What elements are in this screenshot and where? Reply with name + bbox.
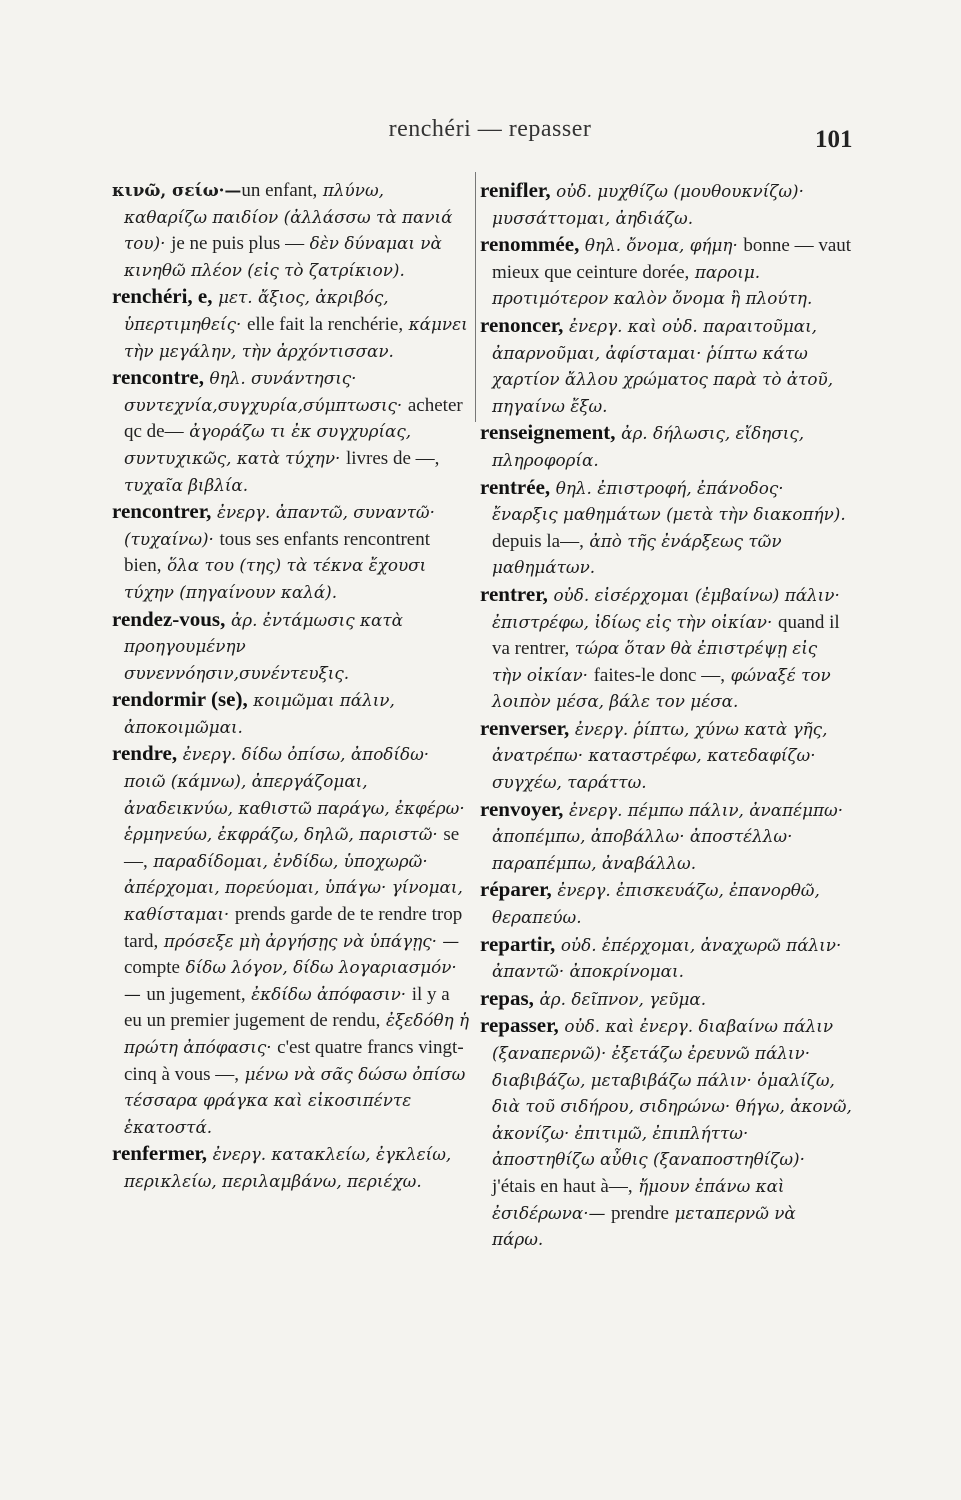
page-number: 101 [815,126,853,153]
headword: renvoyer, [480,796,564,821]
headword: rendez-vous, [112,606,226,631]
entry-repartir: repartir, οὐδ. ἐπέρχομαι, ἀναχωρῶ πάλιν· ἀπαντῶ· ἀποκρίνομαι. [480,931,842,982]
entry-reparer: réparer, ἐνεργ. ἐπισκευάζω, ἐπανορθῶ, θεραπεύω. [480,877,820,928]
column-divider [475,172,476,422]
entry-renifler: renifler, οὐδ. μυχθίζω (μουθουκνίζω)· μυσσάττομαι, ἀηδιάζω. [480,178,804,228]
headword: renoncer, [480,312,564,337]
entry-renfermer: renfermer, ἐνεργ. κατακλείω, ἐγκλείω, περικλείω, περιλαμβάνω, περιέχω. [112,1141,452,1191]
headword: rencontre, [112,365,204,390]
entry-renseignement: renseignement, ἀρ. δήλωσις, εἴδησις, πληροφορία. [480,420,805,470]
headword: réparer, [480,877,552,902]
headword: rendre, [112,741,178,766]
entry-repasser: repasser, οὐδ. καὶ ἐνεργ. διαβαίνω πάλιν (ξαναπερνῶ)· ἐξετάζω ἐρευνῶ πάλιν· διαβιβάζω, μεταβιβάζω πάλιν· ὁμαλίζω, διὰ τοῦ σιδήρου, σιδηρώνω· θήγω, ἀκονῶ, ἀκονίζω· ἐπιτιμῶ, ἐπιπλήττω· ἀποστηθίζω αὖθις (ξαναποστηθίζω)· j'étais en haut à—, ἤμουν ἐπάνω καὶ ἐσιδέρωνα·— prendre μεταπερνῶ νὰ πάρω. [480,1013,852,1250]
entry-renvoyer: renvoyer, ἐνεργ. πέμπω πάλιν, ἀναπέμπω· ἀποπέμπω, ἀποβάλλω· ἀποστέλλω· παραπέμπω, ἀναβάλλω. [480,796,844,873]
headword: renfermer, [112,1141,208,1166]
entry-continuation: κινῶ, σείω·—un enfant, πλύνω, καθαρίζω παιδίον (ἀλλάσσω τὰ πανιά του)· je ne puis plus — δὲν δύναμαι νὰ κινηθῶ πλέον (εἰς τὸ ζατρίκιον). [112,180,453,280]
left-column [112,178,472,1196]
headword: renverser, [480,715,570,740]
entry-renommee: renommée, θηλ. ὄνομα, φήμη· bonne — vaut mieux que ceinture dorée, παροιμ. προτιμότερον καλὸν ὄνομα ἢ πλούτη. [480,232,852,309]
running-title: renchéri — repasser [388,116,592,142]
headword: repartir, [480,931,556,956]
headword: renifler, [480,178,551,202]
entry-rentrer: rentrer, οὐδ. εἰσέρχομαι (ἐμβαίνω) πάλιν· ἐπιστρέφω, ἰδίως εἰς τὴν οἰκίαν· quand il va rentrer, τώρα ὅταν θὰ ἐπιστρέψῃ εἰς τὴν οἰκίαν· faites-le donc —, φώναξέ τον λοιπὸν μέσα, βάλε τον μέσα. [480,581,840,712]
headword: renseignement, [480,420,616,445]
entry-rendormir: rendormir (se), κοιμῶμαι πάλιν, ἀποκοιμῶμαι. [112,687,395,737]
headword: rentrer, [480,581,548,606]
entry-renoncer: renoncer, ἐνεργ. καὶ οὐδ. παραιτοῦμαι, ἀπαρνοῦμαι, ἀφίσταμαι· ῥίπτω κάτω χαρτίον ἄλλου χρώματος παρὰ τὸ ἀτοῦ, πηγαίνω ἔξω. [480,312,834,416]
entry-rencontre: rencontre, θηλ. συνάντησις· συντεχνία,συγχυρία,σύμπτωσις· acheter qc de— ἀγοράζω τι ἐκ συγχυρίας, συντυχικῶς, κατὰ τύχην· livres de —, τυχαῖα βιβλία. [112,365,463,495]
right-column [480,178,852,1254]
entry-rencontrer: rencontrer, ἐνεργ. ἀπαντῶ, συναντῶ· (τυχαίνω)· tous ses enfants rencontrent bien, ὅλα του (της) τὰ τέκνα ἔχουσι τύχην (πηγαίνουν καλά). [112,499,435,602]
running-head [0,116,961,152]
entry-renverser: renverser, ἐνεργ. ῥίπτω, χύνω κατὰ γῆς, ἀνατρέπω· καταστρέφω, κατεδαφίζω· συγχέω, ταράττω. [480,715,828,793]
entry-rendez-vous: rendez-vous, ἀρ. ἐντάμωσις κατὰ προηγουμένην συνεννόησιν,συνέντευξις. [112,606,403,683]
entry-repas: repas, ἀρ. δεῖπνον, γεῦμα. [480,985,707,1010]
headword: repas, [480,985,534,1010]
headword: rendormir (se), [112,687,248,712]
headword: repasser, [480,1013,559,1038]
entry-rencheri: renchéri, e, μετ. ἄξιος, ἀκριβός, ὑπερτιμηθείς· elle fait la renchérie, κάμνει τὴν μεγάλην, τὴν ἀρχόντισσαν. [112,284,468,361]
entry-rentree: rentrée, θηλ. ἐπιστροφή, ἐπάνοδος· ἔναρξις μαθημάτων (μετὰ τὴν διακοπήν). depuis la—, ἀπὸ τῆς ἐνάρξεως τῶν μαθημάτων. [480,474,846,578]
headword: rencontrer, [112,499,212,524]
headword: renommée, [480,232,580,257]
headword: rentrée, [480,474,551,499]
entry-rendre: rendre, ἐνεργ. δίδω ὀπίσω, ἀποδίδω· ποιῶ (κάμνω), ἀπεργάζομαι, ἀναδεικνύω, καθιστῶ παράγω, ἐκφέρω· ἑρμηνεύω, ἐκφράζω, δηλῶ, παριστῶ· se —, παραδίδομαι, ἐνδίδω, ὑποχωρῶ· ἀπέρχομαι, πορεύομαι, ὑπάγω· γίνομαι, καθίσταμαι· prends garde de te rendre trop tard, πρόσεξε μὴ ἀργήσῃς νὰ ὑπάγῃς· — compte δίδω λόγον, δίδω λογαριασμόν· — un jugement, ἐκδίδω ἀπόφασιν· il y a eu un premier jugement de rendu, ἐξεδόθη ἡ πρώτη ἀπόφασις· c'est quatre francs vingt-cinq à vous —, μένω νὰ σᾶς δώσω ὀπίσω τέσσαρα φράγκα καὶ εἰκοσιπέντε ἑκατοστά. [112,741,470,1137]
headword: renchéri, e, [112,284,213,309]
